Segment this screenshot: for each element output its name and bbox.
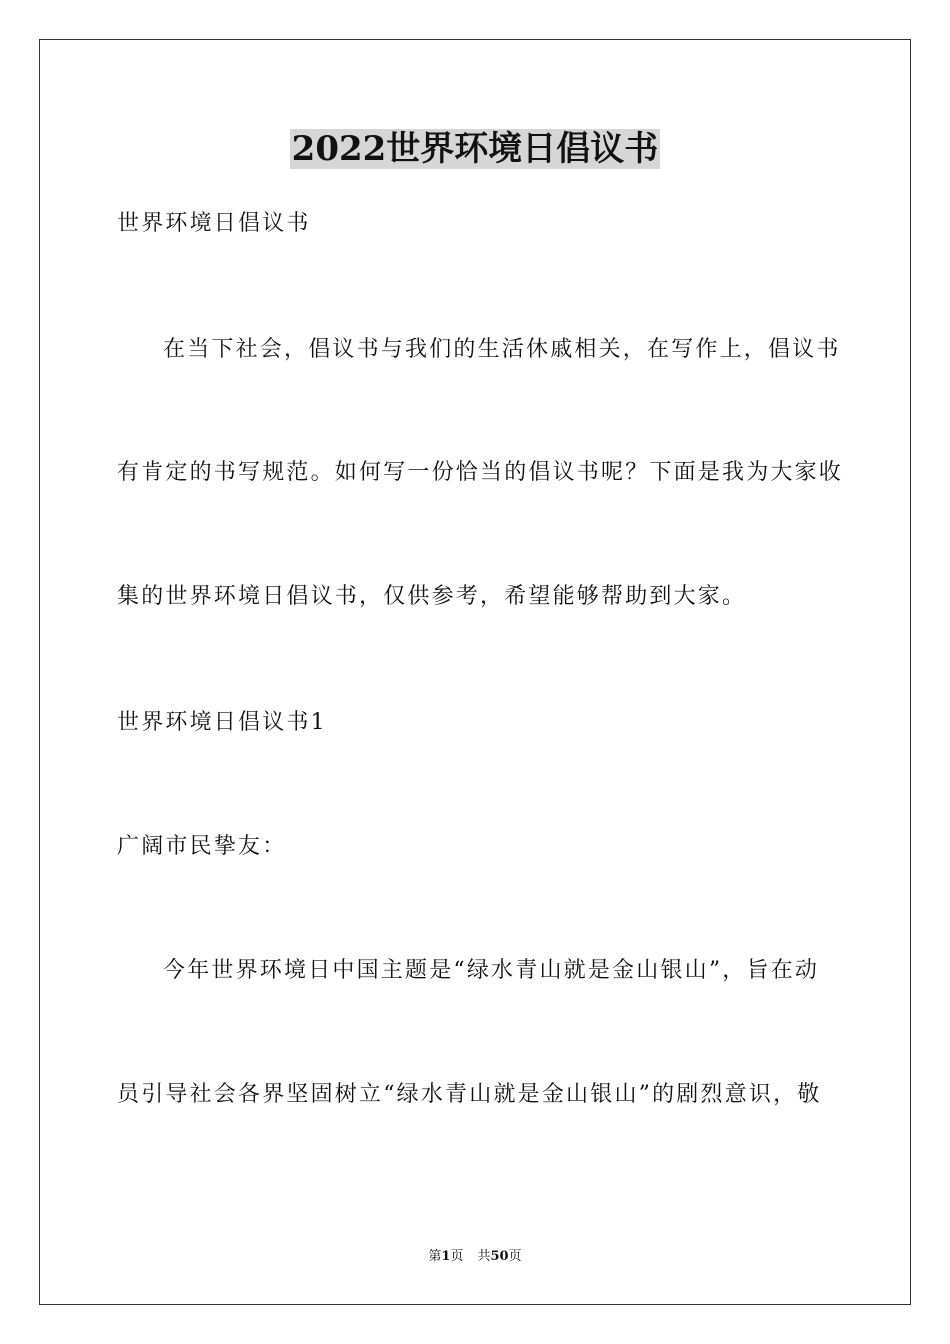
page-footer	[0, 1248, 950, 1266]
document-title	[0, 126, 950, 172]
paragraph-line: 有肯定的书写规范。如何写一份恰当的倡议书呢？下面是我为大家收	[117, 460, 844, 485]
total-prefix: 共	[477, 1249, 491, 1264]
page-number: 1	[441, 1249, 451, 1264]
total-suffix: 页	[508, 1249, 522, 1264]
paragraph-line: 在当下社会，倡议书与我们的生活休戚相关，在写作上，倡议书	[163, 337, 841, 362]
page-prefix: 第	[428, 1249, 442, 1264]
paragraph-line: 集的世界环境日倡议书，仅供参考，希望能够帮助到大家。	[117, 584, 747, 609]
section-heading: 世界环境日倡议书1	[117, 710, 327, 735]
salutation: 广阔市民挚友：	[117, 834, 287, 859]
paragraph-line: 今年世界环境日中国主题是“绿水青山就是金山银山”，旨在动	[163, 958, 820, 983]
paragraph-line: 世界环境日倡议书	[117, 211, 311, 236]
title-text: 2022世界环境日倡议书	[291, 129, 659, 169]
page-suffix: 页	[450, 1249, 464, 1264]
total-pages: 50	[490, 1249, 509, 1264]
paragraph-line: 员引导社会各界坚固树立“绿水青山就是金山银山”的剧烈意识，敬	[117, 1082, 822, 1107]
